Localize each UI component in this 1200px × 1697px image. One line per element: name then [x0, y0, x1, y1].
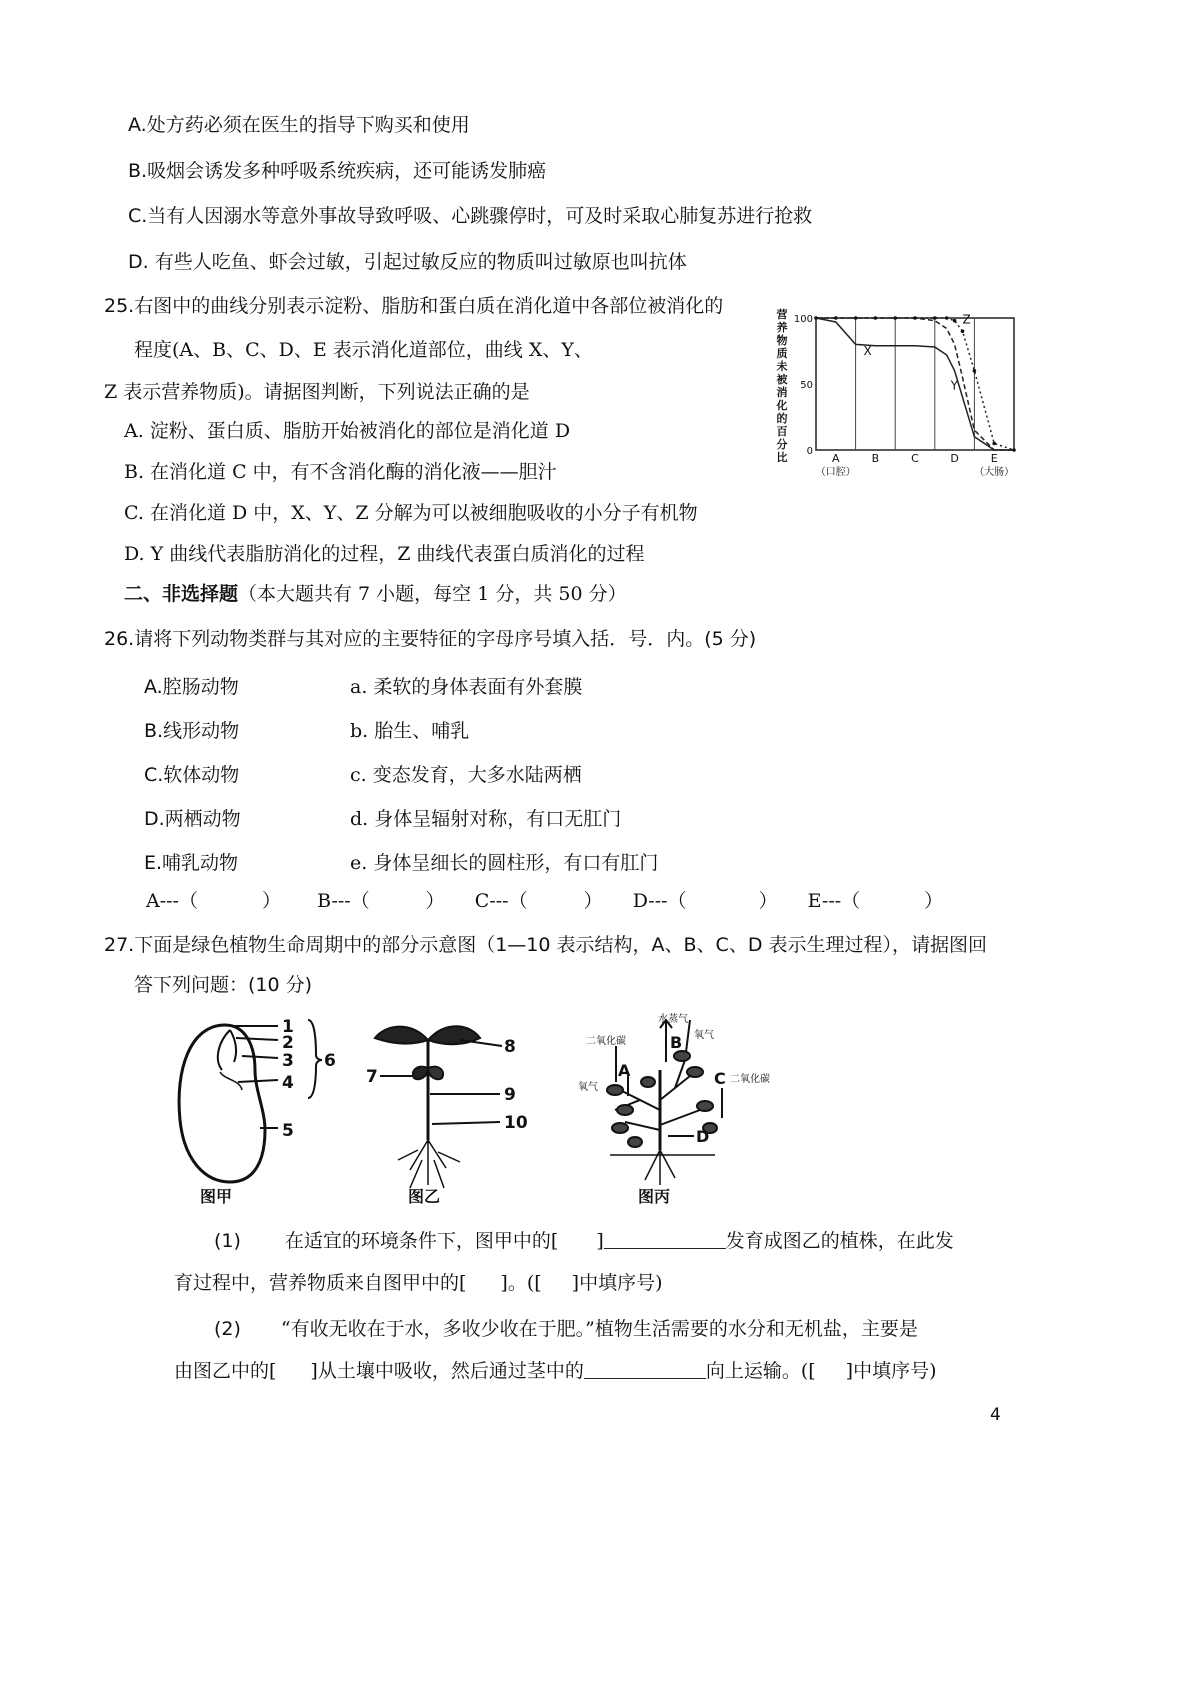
- q27-part1-text-c: 发育成图乙的植株，在此发: [725, 1230, 954, 1252]
- chart-series-label-x: X: [863, 343, 872, 358]
- q27-part2-text-d: 向上运输。([: [705, 1360, 816, 1382]
- chart-y-tick-label: 0: [806, 446, 813, 457]
- chart-series-y: [816, 318, 1014, 450]
- chart-series-x: [816, 318, 1014, 450]
- chart-ylabel-char: 比: [776, 451, 788, 464]
- chart-ylabel-char: 质: [776, 347, 788, 360]
- chart-x-category-note: （口腔）: [815, 467, 856, 478]
- q26-feature-d: d. 身体呈辐射对称，有口无肛门: [350, 808, 622, 830]
- chart-point: [874, 316, 878, 320]
- q26-animal-c: C.软体动物: [144, 764, 240, 786]
- q27-stem-line2: 答下列问题：(10 分): [134, 974, 313, 996]
- process-label-c: C: [714, 1069, 726, 1088]
- plant-label-10: 10: [504, 1113, 528, 1133]
- q27-part1-line1: [214, 1228, 954, 1254]
- section2-note: （本大题共有 7 小题，每空 1 分，共 50 分）: [238, 583, 627, 605]
- q27-part2-number: (2): [214, 1318, 241, 1340]
- gas-label-water-vapor: 水蒸气: [658, 1014, 688, 1025]
- plant-label-9: 9: [504, 1085, 516, 1105]
- figure-yi-caption: 图乙: [408, 1187, 441, 1206]
- q27-part1-text-b: ]: [596, 1230, 604, 1252]
- q26-answer-row: [146, 888, 943, 914]
- seed-label-3: 3: [282, 1051, 294, 1071]
- chart-x-category-label: B: [871, 452, 880, 465]
- q26-answer-c-label: C---（: [474, 890, 528, 912]
- q26-feature-e: e. 身体呈细长的圆柱形，有口有肛门: [350, 852, 659, 874]
- chart-point: [834, 316, 838, 320]
- q24-option-a: A.处方药必须在医生的指导下购买和使用: [128, 114, 470, 136]
- q27-part1-text-a: 在适宜的环境条件下，图甲中的[: [284, 1230, 559, 1252]
- chart-x-category-label: A: [832, 452, 840, 465]
- chart-ylabel-char: 养: [776, 321, 788, 334]
- chart-point: [992, 442, 996, 446]
- q27-part1-text-e: ]。([: [500, 1272, 542, 1294]
- q25-option-c: C. 在消化道 D 中，X、Y、Z 分解为可以被细胞吸收的小分子有机物: [124, 502, 698, 524]
- process-label-a: A: [618, 1061, 631, 1080]
- q26-animal-d: D.两栖动物: [144, 808, 241, 830]
- chart-ylabel: [776, 307, 789, 464]
- gas-label-oxygen-left: 氧气: [578, 1082, 598, 1093]
- chart-point: [854, 316, 858, 320]
- chart-x-category-note: （大肠）: [974, 467, 1015, 478]
- chart-ylabel-char: 被: [776, 373, 788, 386]
- gas-label-oxygen-top: 氧气: [694, 1030, 714, 1041]
- q25-option-a: A. 淀粉、蛋白质、脂肪开始被消化的部位是消化道 D: [124, 420, 571, 442]
- q26-answer-e-close: ）: [924, 890, 944, 912]
- q24-option-d: D. 有些人吃鱼、虾会过敏，引起过敏反应的物质叫过敏原也叫抗体: [128, 251, 687, 273]
- chart-series-label-z: Z: [962, 312, 971, 327]
- seed-label-4: 4: [282, 1073, 294, 1093]
- process-label-b: B: [670, 1033, 683, 1052]
- q27-part2-text-e: ]中填序号): [845, 1360, 937, 1382]
- q25-stem-line3: Z 表示营养物质)。请据图判断，下列说法正确的是: [104, 381, 530, 403]
- gas-label-co2-left: 二氧化碳: [586, 1036, 626, 1047]
- chart-point: [814, 316, 818, 320]
- q26-animal-e: E.哺乳动物: [144, 852, 239, 874]
- plant-process-figure: [578, 1012, 770, 1206]
- plant-figures: [170, 1010, 850, 1215]
- chart-series-z: [816, 318, 1014, 450]
- q26-answer-d-close: ）: [758, 890, 778, 912]
- q25-option-d: D. Y 曲线代表脂肪消化的过程，Z 曲线代表蛋白质消化的过程: [124, 543, 645, 565]
- q27-part2-text-a: “有收无收在于水，多收少收在于肥。”植物生活需要的水分和无机盐，主要是: [280, 1318, 918, 1340]
- chart-point: [973, 369, 977, 373]
- chart-ylabel-char: 分: [776, 438, 788, 451]
- chart-series-label-y: Y: [950, 378, 958, 393]
- q26-answer-a-close: ）: [261, 890, 281, 912]
- q26-animal-a: A.腔肠动物: [144, 676, 239, 698]
- q27-part2-line2: [174, 1358, 937, 1384]
- chart-ylabel-char: 的: [776, 412, 788, 425]
- q27-part1-text-f: ]中填序号): [571, 1272, 663, 1294]
- chart-ylabel-char: 百: [776, 425, 788, 438]
- process-label-d: D: [696, 1127, 710, 1146]
- seed-label-5: 5: [282, 1121, 294, 1141]
- q26-answer-d-label: D---（: [632, 890, 687, 912]
- seedling-figure: [366, 1026, 528, 1206]
- chart-x-category-label: C: [911, 452, 919, 465]
- chart-point: [933, 316, 937, 320]
- q26-answer-c-close: ）: [583, 890, 603, 912]
- q27-part2-line1: [214, 1316, 918, 1342]
- chart-ylabel-char: 未: [776, 360, 788, 373]
- q27-part1-number: (1): [214, 1230, 241, 1252]
- section2-heading: [124, 581, 627, 607]
- q26-stem: 26.请将下列动物类群与其对应的主要特征的字母序号填入括．号．内。(5 分): [104, 628, 757, 650]
- q26-answer-b-close: ）: [425, 890, 445, 912]
- q25-stem-line2: 程度(A、B、C、D、E 表示消化道部位，曲线 X、Y、: [134, 339, 593, 361]
- chart-y-tick-label: 50: [800, 380, 813, 391]
- chart-point: [1012, 448, 1016, 452]
- q27-part2-text-c: ]从土壤中吸收，然后通过茎中的: [310, 1360, 584, 1382]
- figure-bing-caption: 图丙: [638, 1187, 671, 1206]
- seed-label-1: 1: [282, 1017, 294, 1037]
- q24-option-b: B.吸烟会诱发多种呼吸系统疾病，还可能诱发肺癌: [128, 160, 547, 182]
- seed-figure: [179, 1017, 336, 1206]
- page-number: 4: [990, 1405, 1001, 1425]
- q27-part2-text-b: 由图乙中的[: [174, 1360, 277, 1382]
- plant-label-8: 8: [504, 1037, 516, 1057]
- chart-point: [945, 316, 949, 320]
- seed-label-6: 6: [324, 1051, 336, 1071]
- chart-point: [913, 316, 917, 320]
- figure-jia-caption: 图甲: [200, 1187, 233, 1206]
- seed-label-2: 2: [282, 1033, 294, 1053]
- chart-ylabel-char: 消: [776, 386, 788, 399]
- q25-stem-line1: 25.右图中的曲线分别表示淀粉、脂肪和蛋白质在消化道中各部位被消化的: [104, 295, 724, 317]
- q27-part2-blank-1[interactable]: [584, 1358, 706, 1379]
- q24-option-c: C.当有人因溺水等意外事故导致呼吸、心跳骤停时，可及时采取心肺复苏进行抢救: [128, 205, 813, 227]
- plant-label-7: 7: [366, 1067, 378, 1087]
- chart-point: [893, 316, 897, 320]
- chart-point: [953, 319, 957, 323]
- q27-part1-blank-1[interactable]: [604, 1228, 726, 1249]
- chart-x-category-label: D: [950, 452, 959, 465]
- chart-ylabel-char: 化: [776, 399, 788, 412]
- digestion-chart: [772, 304, 1022, 489]
- gas-label-co2-right: 二氧化碳: [730, 1074, 770, 1085]
- chart-y-tick-label: 100: [793, 314, 813, 325]
- q26-animal-b: B.线形动物: [144, 720, 240, 742]
- q26-answer-b-label: B---（: [317, 890, 370, 912]
- q26-feature-c: c. 变态发育，大多水陆两栖: [350, 764, 582, 786]
- chart-ylabel-char: 物: [776, 334, 788, 347]
- q26-feature-a: a. 柔软的身体表面有外套膜: [350, 676, 583, 698]
- q26-answer-a-label: A---（: [146, 890, 198, 912]
- q27-part1-text-d: 育过程中，营养物质来自图甲中的[: [174, 1272, 467, 1294]
- q27-part1-line2: [174, 1270, 663, 1296]
- q26-feature-b: b. 胎生、哺乳: [350, 720, 470, 742]
- chart-x-category-label: E: [990, 452, 998, 465]
- chart-ylabel-char: 营: [776, 308, 788, 321]
- q25-option-b: B. 在消化道 C 中，有不含消化酶的消化液——胆汁: [124, 461, 557, 483]
- section2-title: 二、非选择题: [124, 583, 239, 605]
- chart-frame: [816, 318, 1014, 450]
- chart-point: [961, 329, 965, 333]
- q26-answer-e-label: E---（: [807, 890, 861, 912]
- q27-stem-line1: 27.下面是绿色植物生命周期中的部分示意图（1—10 表示结构，A、B、C、D 表示生理过程），请据图回: [104, 934, 987, 956]
